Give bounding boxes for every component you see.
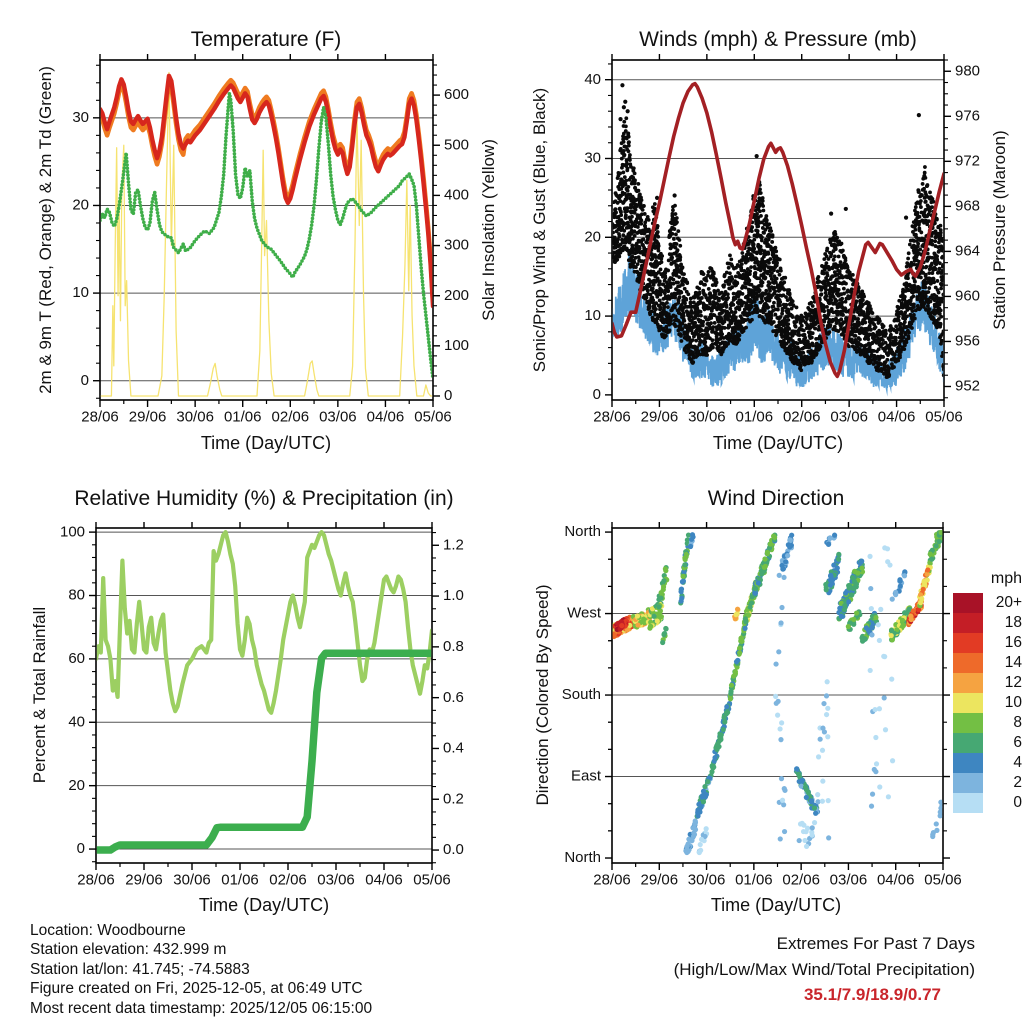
- winds-xlabel: Time (Day/UTC): [712, 433, 844, 453]
- colorbar-cell: [953, 733, 983, 753]
- extremes-values: 35.1/7.9/18.9/0.77: [803, 985, 941, 1004]
- extremes-block: [674, 931, 975, 1008]
- colorbar-label: 14: [1004, 654, 1022, 671]
- colorbar-cell: [953, 633, 983, 653]
- humidity-chart-title: Relative Humidity (%) & Precipitation (in): [74, 487, 454, 510]
- extremes-title: Extremes For Past 7 Days: [776, 934, 975, 953]
- colorbar-label: 10: [1004, 694, 1022, 711]
- winds-ylabel-left: Sonic/Prop Wind & Gust (Blue, Black): [530, 87, 549, 373]
- colorbar-cell: [953, 673, 983, 693]
- extremes-subtitle: (High/Low/Max Wind/Total Precipitation): [673, 959, 975, 979]
- colorbar-label: 6: [1013, 734, 1022, 751]
- temperature-ylabel-right: Solar Insolation (Yellow): [479, 139, 498, 321]
- colorbar-title: mph: [990, 570, 1022, 587]
- humidity-ylabel-left: Percent & Total Rainfall: [30, 606, 49, 784]
- colorbar-cell: [953, 713, 983, 733]
- colorbar-cell: [953, 653, 983, 673]
- temperature-ylabel-left: 2m & 9m T (Red, Orange) & 2m Td (Green): [36, 66, 55, 394]
- colorbar-label: 0: [1013, 794, 1022, 811]
- colorbar-label: 12: [1004, 674, 1022, 691]
- colorbar-label: 4: [1013, 754, 1022, 771]
- colorbar-label: 16: [1004, 634, 1022, 651]
- colorbar-label: 18: [1004, 614, 1022, 631]
- temperature-xlabel: Time (Day/UTC): [200, 433, 332, 453]
- station-location: Location: Woodbourne: [30, 922, 186, 939]
- temperature-chart-title: Temperature (F): [190, 28, 342, 51]
- colorbar-label: 20+: [995, 594, 1022, 611]
- colorbar-cell: [953, 693, 983, 713]
- winds-ylabel-right: Station Pressure (Maroon): [990, 130, 1009, 330]
- colorbar-cell: [953, 593, 983, 613]
- humidity-xlabel: Time (Day/UTC): [198, 895, 330, 915]
- data-timestamp: Most recent data timestamp: 2025/12/05 06:15:00: [30, 999, 373, 1017]
- colorbar-cell: [953, 613, 983, 633]
- colorbar-cell: [953, 773, 983, 793]
- wind-direction-xlabel: Time (Day/UTC): [710, 895, 842, 915]
- colorbar-cell: [953, 793, 983, 813]
- station-elevation: Station elevation: 432.999 m: [30, 941, 227, 959]
- station-latlon: Station lat/lon: 41.745; -74.5883: [30, 960, 250, 978]
- colorbar-label: 8: [1013, 714, 1022, 731]
- station-info-block: [30, 921, 372, 1018]
- colorbar-cell: [953, 753, 983, 773]
- wind-direction-ylabel-left: Direction (Colored By Speed): [533, 584, 552, 806]
- wind-direction-chart-title: Wind Direction: [707, 487, 845, 510]
- colorbar-label: 2: [1013, 774, 1022, 791]
- figure-created: Figure created on Fri, 2025-12-05, at 06:49 UTC: [30, 980, 363, 998]
- winds-chart-title: Winds (mph) & Pressure (mb): [639, 28, 917, 51]
